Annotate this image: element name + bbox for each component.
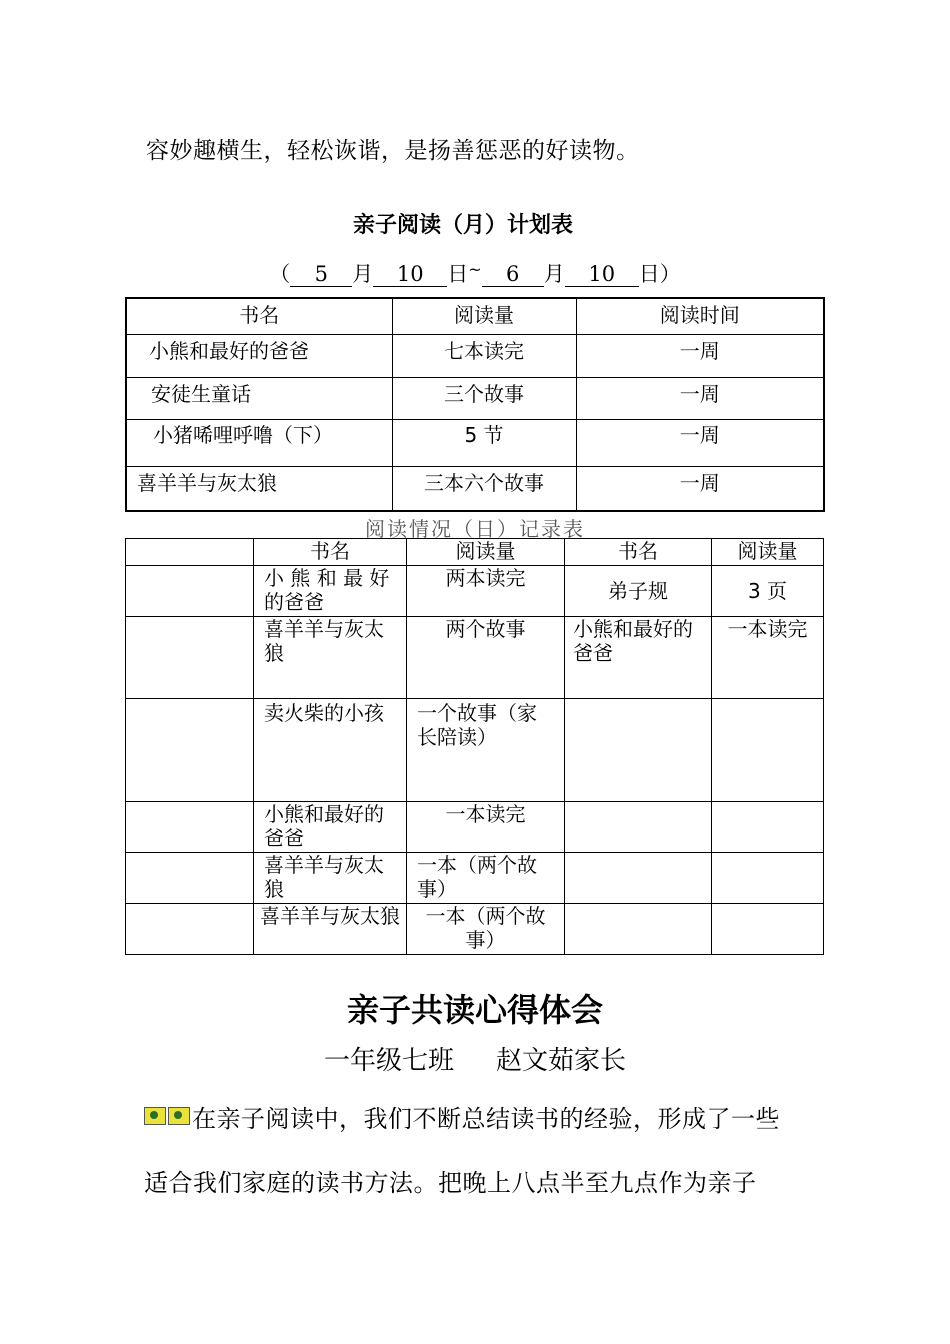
plan-header-cell: 书名 bbox=[126, 298, 392, 334]
record-header-cell: 书名 bbox=[254, 539, 407, 566]
record-cell bbox=[712, 853, 824, 904]
record-cell: 一本读完 bbox=[407, 802, 565, 853]
record-row bbox=[126, 853, 824, 904]
record-cell: 喜羊羊与灰太狼 bbox=[254, 904, 407, 955]
record-cell bbox=[126, 802, 254, 853]
plan-header-row bbox=[126, 298, 824, 334]
record-cell: 小熊和最好的爸爸 bbox=[565, 617, 712, 699]
record-header-row bbox=[126, 539, 824, 566]
plan-header-cell: 阅读时间 bbox=[576, 298, 824, 334]
plan-cell: 一周 bbox=[576, 334, 824, 377]
record-cell: 弟子规 bbox=[565, 566, 712, 617]
record-cell: 一本读完 bbox=[712, 617, 824, 699]
record-row bbox=[126, 802, 824, 853]
author-name: 赵文茹家长 bbox=[496, 1046, 627, 1076]
end-month: 6 bbox=[482, 262, 544, 287]
plan-row bbox=[126, 334, 824, 377]
plan-date-range: （ 5 月 10 日~ 6 月 10 日） bbox=[269, 260, 681, 286]
plan-cell: 七本读完 bbox=[392, 334, 576, 377]
record-header-cell bbox=[126, 539, 254, 566]
record-cell bbox=[126, 699, 254, 802]
record-cell: 两个故事 bbox=[407, 617, 565, 699]
essay-byline bbox=[0, 1040, 950, 1077]
plan-table bbox=[125, 297, 825, 512]
bullet-icon bbox=[168, 1107, 190, 1125]
plan-cell: 三个故事 bbox=[392, 377, 576, 419]
class-name: 一年级七班 bbox=[323, 1046, 454, 1076]
record-cell bbox=[565, 853, 712, 904]
record-cell: 小熊和最好的爸爸 bbox=[254, 802, 407, 853]
record-cell bbox=[712, 802, 824, 853]
plan-cell: 一周 bbox=[576, 377, 824, 419]
record-cell: 两本读完 bbox=[407, 566, 565, 617]
record-cell: 卖火柴的小孩 bbox=[254, 699, 407, 802]
plan-cell: 三本六个故事 bbox=[392, 466, 576, 511]
record-cell: 小 熊 和 最 好的爸爸 bbox=[254, 566, 407, 617]
intro-line: 容妙趣横生，轻松诙谐，是扬善惩恶的好读物。 bbox=[146, 138, 640, 164]
bullet-icon bbox=[144, 1107, 166, 1125]
plan-cell: 一周 bbox=[576, 419, 824, 466]
essay-title: 亲子共读心得体会 bbox=[346, 991, 603, 1029]
plan-cell: 喜羊羊与灰太狼 bbox=[126, 466, 392, 511]
record-cell bbox=[565, 904, 712, 955]
record-row bbox=[126, 566, 824, 617]
record-cell bbox=[712, 904, 824, 955]
plan-cell: 一周 bbox=[576, 466, 824, 511]
record-cell: 喜羊羊与灰太狼 bbox=[254, 617, 407, 699]
start-month: 5 bbox=[290, 262, 352, 287]
record-cell bbox=[126, 617, 254, 699]
record-cell: 3 页 bbox=[712, 566, 824, 617]
plan-cell: 安徒生童话 bbox=[126, 377, 392, 419]
record-cell: 一本（两个故事） bbox=[407, 853, 565, 904]
record-cell bbox=[126, 853, 254, 904]
record-header-cell: 书名 bbox=[565, 539, 712, 566]
record-table bbox=[125, 538, 824, 955]
start-day: 10 bbox=[373, 262, 447, 287]
plan-cell: 5 节 bbox=[392, 419, 576, 466]
record-row bbox=[126, 904, 824, 955]
record-cell bbox=[126, 566, 254, 617]
record-table-title: 阅读情况（日）记录表 bbox=[365, 517, 585, 541]
record-cell: 一个故事（家长陪读） bbox=[407, 699, 565, 802]
record-cell bbox=[565, 699, 712, 802]
record-cell bbox=[712, 699, 824, 802]
record-cell: 喜羊羊与灰太狼 bbox=[254, 853, 407, 904]
plan-cell: 小猪唏哩呼噜（下） bbox=[126, 419, 392, 466]
record-cell bbox=[126, 904, 254, 955]
plan-row bbox=[126, 377, 824, 419]
record-row bbox=[126, 699, 824, 802]
plan-row bbox=[126, 419, 824, 466]
record-header-cell: 阅读量 bbox=[712, 539, 824, 566]
essay-paragraph: 适合我们家庭的读书方法。把晚上八点半至九点作为亲子 bbox=[144, 1169, 757, 1197]
plan-row bbox=[126, 466, 824, 511]
record-row bbox=[126, 617, 824, 699]
record-cell: 一本（两个故事） bbox=[407, 904, 565, 955]
plan-cell: 小熊和最好的爸爸 bbox=[126, 334, 392, 377]
plan-header-cell: 阅读量 bbox=[392, 298, 576, 334]
essay-paragraph: 在亲子阅读中，我们不断总结读书的经验，形成了一些 bbox=[144, 1099, 780, 1134]
plan-table-title: 亲子阅读（月）计划表 bbox=[352, 213, 573, 238]
record-header-cell: 阅读量 bbox=[407, 539, 565, 566]
end-day: 10 bbox=[565, 262, 639, 287]
record-cell bbox=[565, 802, 712, 853]
